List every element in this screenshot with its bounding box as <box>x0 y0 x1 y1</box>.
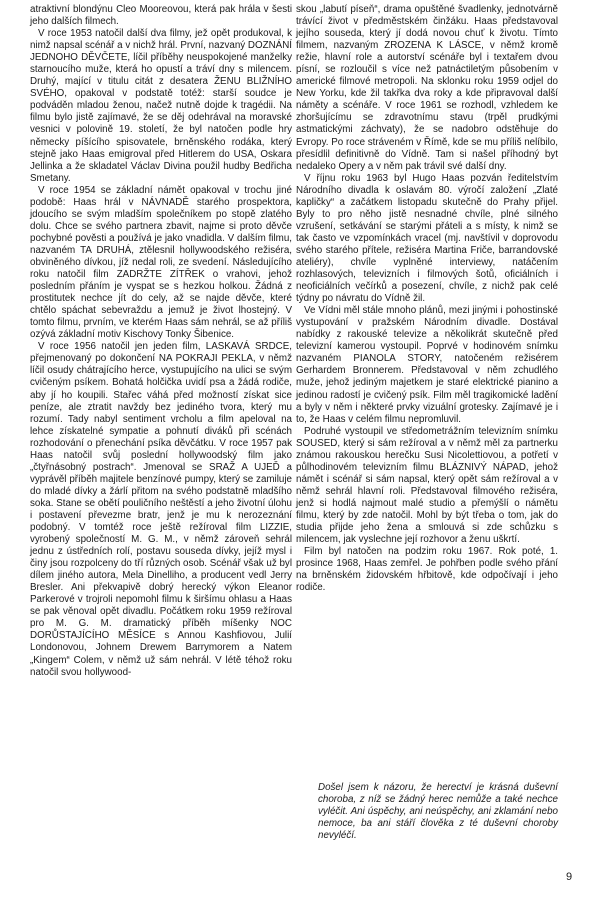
paragraph: V roce 1956 natočil jen jeden film, LASKAVÁ SRDCE, přejmenovaný po dokončení NA POKRAJI PEKLA, v němž líčil osudy chátrajícího herce, vystupujícího na ulici se svým cvičeným psíkem. Bohatá holčička uvidí psa a žádá rodiče, aby jí ho koupili. Stařec váhá před možností získat sice peníze, ale ztratit navždy bez jediného tvora, který mu rozumí. Tady nabyl sentiment vrcholu a film apeloval na lehce získatelné sympatie a pohnutí diváků při scénách rozhodování o přenechání psíka děvčátku. V roce 1957 pak Haas natočil svůj poslední hollywoodský film jako „čtyřnásobný postrach“. Jmenoval se SRAŽ A UJEĎ a vyprávěl příběh majitele benzínové pumpy, který se zamiluje do mladé dívky a žárlí přitom na svého podstatně mladšího soka. Stane se obětí pouličního neštěstí a jeho životní úlohu i postavení převezme bratr, jenž je mu k nerozeznání podobný. V tomtéž roce ještě režíroval film LIZZIE, vyrobený společností M. G. M., v němž zároveň sehrál jednu z ústředních rolí, postavu souseda dívky, jejíž mysl i činy jsou rozpolceny do tří různých osob. Scénář však už byl dílem jiného autora, Mela Dinelliho, a producent vedl Jerry Bresler. Ani překvapivě dobrý herecký výkon Eleanor Parkerové v trojroli nepomohl filmu k širšímu ohlasu a Haas se pak věnoval opět divadlu. Počátkem roku 1959 režíroval pro M. G. M. dramatický příběh míšenky NOC DORŮSTAJÍCÍHO MĚSÍCE s Annou Kashfiovou, Julií Londonovou, Johnem Drewem Barrymorem a Natem „Kingem“ Colem, v němž už sám nehrál. V létě téhož roku natočil svou hollywood- <box>30 341 292 678</box>
paragraph: Ve Vídni měl stále mnoho plánů, mezi jinými i pohostinské vystupování v pražském Národním divadle. Dostával nabídky z rakouské televize a několikrát skutečně před televizní kamerou vystoupil. Poprvé v hodinovém snímku nazvaném PIANOLA STORY, natočeném režisérem Gerhardem Bronnerem. Představoval v něm zchudlého muže, jehož jediným majetkem je staré elektrické pianino a jedinou radostí je cvičený psík. Film měl tragikomické ladění a byly v něm i některé prvky vizuální grotesky. Zajímavé je i to, že Haas v celém filmu nepromluvil. <box>296 305 558 425</box>
page-number: 9 <box>566 871 573 883</box>
paragraph: skou „labutí píseň“, drama opuštěné švadlenky, jednotvárně trávící život v předměstském činžáku. Haas představoval jejího souseda, který jí dodá novou chuť k životu. Tímto filmem, nazvaným ZROZENA K LÁSCE, v němž kromě režie, hlavní role a autorství scénáře byl i textařem dvou písní, se rozloučil s více než patnáctiletým působením v americké filmové metropoli. Na sklonku roku 1959 odjel do New Yorku, kde žil takřka dva roky a kde připravoval další náměty a scénáře. V roce 1961 se rozhodl, vzhledem ke zhoršujícímu se zdravotnímu stavu (trpěl prudkými astmatickými záchvaty), že se nadobro odstěhuje do Evropy. Po roce stráveném v Římě, kde se mu příliš nelíbilo, přesídlil definitivně do Vídně. Tam si našel příhodný byt nedaleko Opery a v něm pak trávil své další dny. <box>296 4 558 172</box>
right-column <box>296 4 558 594</box>
paragraph: V roce 1954 se základní námět opakoval v trochu jiné podobě: Haas hrál v NÁVNADĚ starého prospektora, jdoucího se svým mladším společníkem po stopě zlatého dolu. Chce se svého partnera zbavit, najme si proto děvče pochybné pověsti a používá je jako vnadidla. V dalším filmu, nazvaném TA DRUHÁ, ztělesnil hollywoodského režiséra, obviněného dívkou, jíž nedal roli, ze svedení. Následujícího roku natočil film ZADRŽTE ZÍTŘEK o vrahovi, jehož posledním přáním je vyspat se s hezkou holkou. Žádná z prostitutek nechce jít do cely, až se najde děvče, které chtělo spáchat sebevraždu a jemuž je život lhostejný. V tomto filmu, prvním, ve kterém Haas sám nehrál, se až příliš ozývá základní motiv Kischovy Tonky Šibenice. <box>30 184 292 341</box>
paragraph: atraktivní blondýnu Cleo Mooreovou, která pak hrála v šesti jeho dalších filmech. <box>30 4 292 28</box>
paragraph: Film byl natočen na podzim roku 1967. Rok poté, 1. prosince 1968, Haas zemřel. Je pohřben podle svého přání na brněnském židovském hřbitově, kde odpočívají i jeho rodiče. <box>296 546 558 594</box>
paragraph: V říjnu roku 1963 byl Hugo Haas pozván ředitelstvím Národního divadla k oslavám 80. výročí založení „Zlaté kapličky“ a začátkem listopadu skutečně do Prahy přijel. Byly to pro něho jistě nesnadné chvíle, plné silného vzrušení, setkávání se starými přáteli a s místy, k nimž se tak často ve vzpomínkách vracel (mj. navštívil v doprovodu svého starého přítele, režiséra Martina Friče, barrandovské ateliéry), chvíle vyplněné interviewy, natáčením rozhlasových, televizních i filmových šotů, oficiálních i neoficiálních večírků a posezení, chvíle, z nichž pak celé týdny po návratu do Vídně žil. <box>296 172 558 305</box>
paragraph: Podruhé vystoupil ve středometrážním televizním snímku SOUSED, který si sám režíroval a v němž měl za partnerku známou rakouskou herečku Susi Nicolettiovou, a potřetí v půlhodinovém televizním filmu BLÁZNIVÝ NÁPAD, jehož námět i scénář si sám napsal, který opět sám režíroval a v němž sehrál hlavní roli. Představoval filmového režiséra, jenž si hodlá najmout malé studio a přemýšlí o námětu filmu, který by zde natočil. Mohl by být třeba o tom, jak do studia přijde jeho žena a smlouvá si zde schůzku s milencem, jak vyslechne její rozhovor a ženu uškrtí. <box>296 425 558 546</box>
left-column <box>30 4 292 679</box>
closing-quote: Došel jsem k názoru, že herectví je krásná duševní choroba, z níž se žádný herec nemůže a také nechce vyléčit. Ani úspěchy, ani neúspěchy, ani zklamání nebo nemoce, ba ani stáří člověka z té duševní choroby nevyléčí. <box>318 782 558 842</box>
paragraph: V roce 1953 natočil další dva filmy, jež opět produkoval, k nimž napsal scénář a v nichž hrál. První, nazvaný DOZNÁNÍ JEDNOHO DĚVČETE, líčil příběhy neuspokojené manželky starnoucího muže, která ho opustí a tráví dny s milencem. Druhý, mající v titulu citát z desatera ŽENU BLIŽNÍHO SVÉHO, opakoval v podstatě totéž: starší soudce je podváděn mladou ženou, načež nutně dojde k tragédii. Na filmu bylo jistě zajímavé, že se děj odehrával na moravské vesnici v polovině 19. století, že byl natočen podle hry německy píšícího spisovatele, brněnského rodáka, který stejně jako Haas emigroval před Hitlerem do USA, Oskara Jellinka a že skladatel Václav Divina použil hudby Bedřicha Smetany. <box>30 28 292 184</box>
